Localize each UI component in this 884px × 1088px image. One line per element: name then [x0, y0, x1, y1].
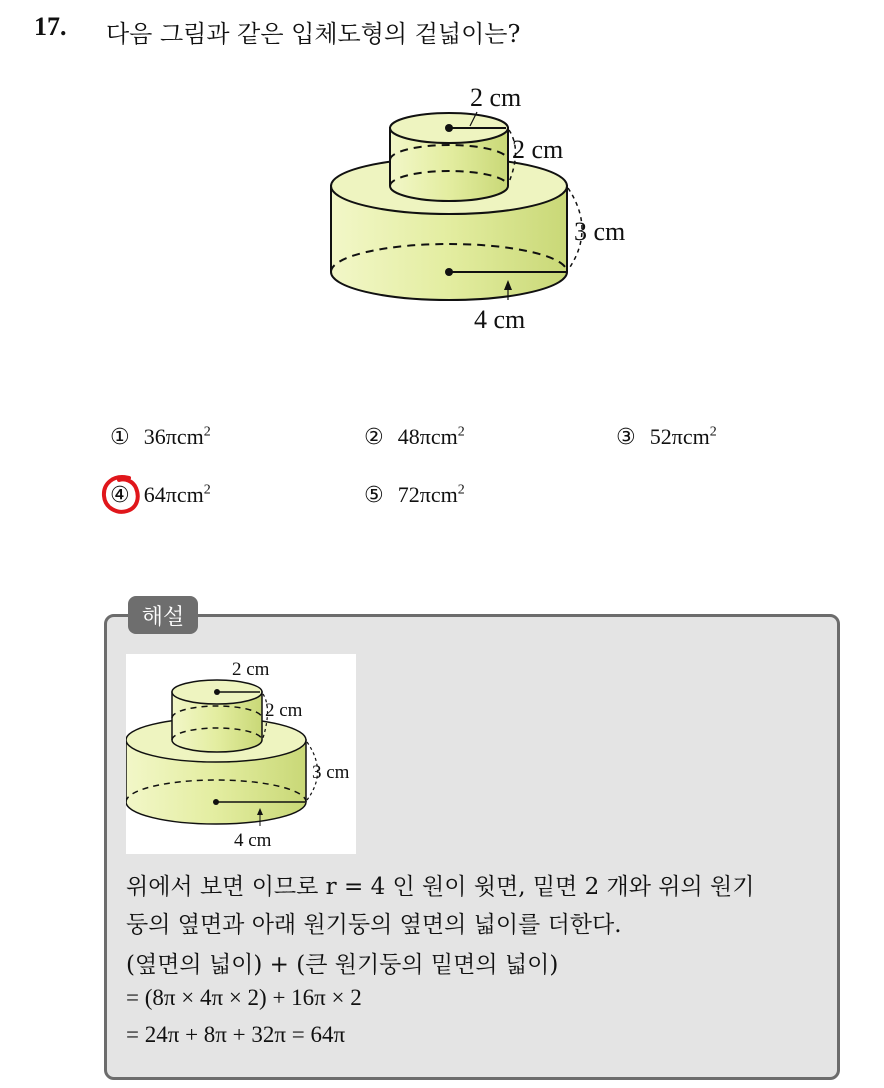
top-radius-label: 2 cm [470, 83, 522, 112]
cylinder-figure [300, 80, 660, 340]
solution-line-2: 둥의 옆면과 아래 원기둥의 옆면의 넓이를 더한다. [126, 912, 622, 938]
choice-value: 52πcm [649, 424, 710, 449]
solution-line-4: = (8π × 4π × 2) + 16π × 2 [126, 985, 362, 1010]
choice-number: ③ [616, 425, 636, 450]
question-number: 17. [34, 12, 67, 41]
choice-exponent: 2 [709, 424, 717, 440]
answer-circle-mark [99, 472, 143, 516]
bottom-height-label: 3 cm [312, 762, 350, 783]
solution-cylinder-figure [126, 654, 356, 854]
bottom-height-label: 3 cm [574, 217, 626, 246]
choice-5[interactable] [364, 482, 465, 508]
choice-number: ① [110, 425, 130, 450]
choice-1[interactable] [110, 424, 211, 450]
choice-number: ④ [110, 483, 130, 508]
choice-exponent: 2 [203, 482, 211, 498]
choice-value: 48πcm [397, 424, 458, 449]
choice-number: ② [364, 425, 384, 450]
choice-3[interactable] [616, 424, 717, 450]
solution-line-3: (옆면의 넓이) + (큰 원기둥의 밑면의 넓이) [126, 952, 559, 978]
top-radius-label: 2 cm [232, 659, 270, 680]
choice-exponent: 2 [457, 482, 465, 498]
choice-2[interactable] [364, 424, 465, 450]
top-height-label: 2 cm [512, 135, 564, 164]
choice-number: ⑤ [364, 483, 384, 508]
choice-exponent: 2 [457, 424, 465, 440]
bottom-radius-label: 4 cm [474, 305, 526, 334]
top-height-label: 2 cm [265, 700, 303, 721]
choice-value: 72πcm [397, 482, 458, 507]
question-text: 다음 그림과 같은 입체도형의 겉넓이는? [106, 20, 521, 48]
solution-line-1: 위에서 보면 이므로 r = 4 인 원이 윗면, 밑면 2 개와 위의 원기 [126, 874, 755, 900]
solution-line-5: = 24π + 8π + 32π = 64π [126, 1022, 346, 1047]
solution-tag: 해설 [128, 596, 198, 634]
choice-value: 64πcm [143, 482, 204, 507]
choice-exponent: 2 [203, 424, 211, 440]
choice-value: 36πcm [143, 424, 204, 449]
bottom-radius-label: 4 cm [234, 830, 272, 851]
